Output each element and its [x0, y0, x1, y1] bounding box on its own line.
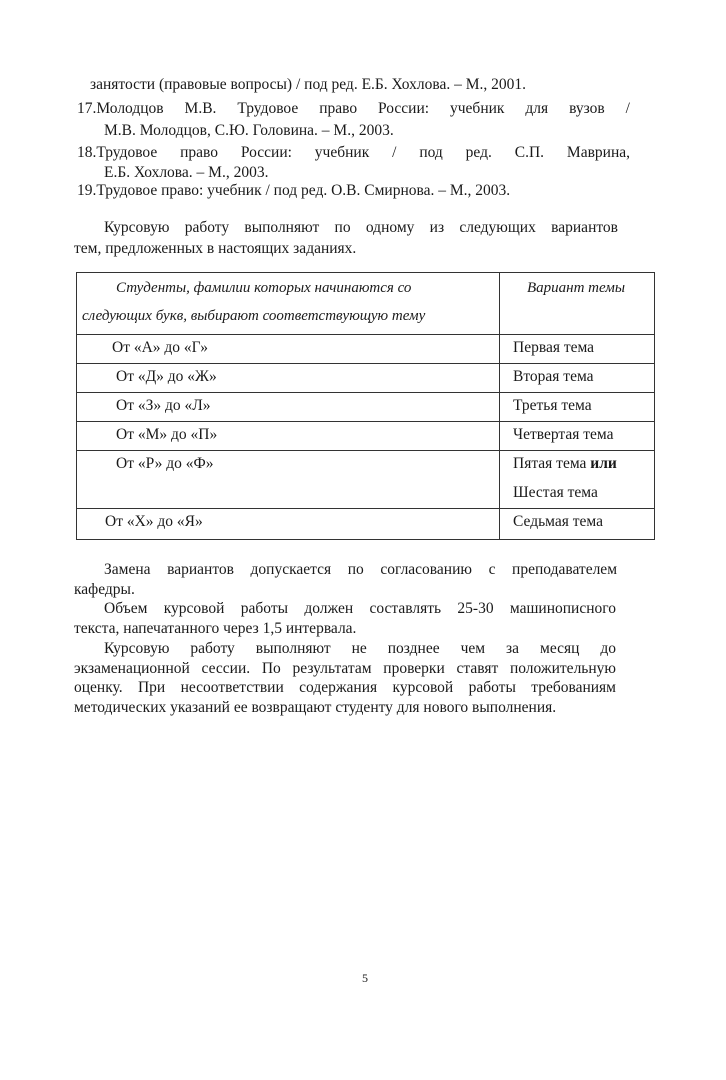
page-number: 5 [362, 971, 368, 985]
table-cell-topic: Четвертая тема [513, 426, 614, 443]
table-column-divider [499, 272, 500, 540]
bibliography-item-19: 19.Трудовое право: учебник / под ред. О.В. Смирнова. – М., 2003. [77, 182, 511, 199]
table-cell-topic-conjunction: или [590, 455, 617, 472]
table-border-bottom [76, 539, 655, 540]
bibliography-item-16-continuation: занятости (правовые вопросы) / под ред. Е.Б. Хохлова. – М., 2001. [90, 76, 527, 93]
table-header-letters-continuation: следующих букв, выбирают соответствующую тему [82, 308, 426, 324]
table-cell-letters: От «Х» до «Я» [105, 513, 203, 530]
table-row-divider [76, 450, 655, 451]
intro-paragraph-line: Курсовую работу выполняют по одному из следующих вариантов [104, 219, 618, 236]
table-row-divider [76, 392, 655, 393]
table-row-divider [76, 421, 655, 422]
bibliography-item-17: 17.Молодцов М.В. Трудовое право России: учебник для вузов / [77, 100, 630, 117]
table-cell-topic: Шестая тема [513, 484, 598, 501]
table-header-letters: Студенты, фамилии которых начинаются со [116, 280, 412, 296]
paragraph-line: методических указаний ее возвращают студенту для нового выполнения. [74, 699, 557, 716]
paragraph-line: Замена вариантов допускается по согласованию с преподавателем [104, 561, 617, 578]
table-cell-letters: От «А» до «Г» [112, 339, 208, 356]
table-cell-topic: Третья тема [513, 397, 592, 414]
paragraph-line: оценку. При несоответствии содержания курсовой работы требованиям [74, 679, 616, 696]
table-cell-letters: От «З» до «Л» [116, 397, 211, 414]
table-cell-topic: Вторая тема [513, 368, 594, 385]
table-border-top [76, 272, 655, 273]
bibliography-item-18: 18.Трудовое право России: учебник / под ред. С.П. Маврина, [77, 144, 630, 161]
paragraph-line: экзаменационной сессии. По результатам проверки ставят положительную [74, 660, 616, 677]
table-border-right [654, 272, 655, 540]
table-cell-topic: Седьмая тема [513, 513, 603, 530]
table-cell-letters: От «М» до «П» [116, 426, 218, 443]
table-header-divider [76, 334, 655, 335]
paragraph-line: текста, напечатанного через 1,5 интервала. [74, 620, 357, 637]
table-cell-letters: От «Р» до «Ф» [116, 455, 214, 472]
table-cell-letters: От «Д» до «Ж» [116, 368, 217, 385]
paragraph-line: Объем курсовой работы должен составлять 25-30 машинописного [104, 600, 616, 617]
table-row-divider [76, 363, 655, 364]
table-row-divider [76, 508, 655, 509]
table-header-topic: Вариант темы [527, 280, 626, 296]
table-cell-topic [513, 454, 617, 474]
paragraph-line: кафедры. [74, 581, 135, 598]
table-cell-topic-text: Пятая тема [513, 455, 587, 472]
table-cell-topic: Первая тема [513, 339, 595, 356]
bibliography-item-17-continuation: М.В. Молодцов, С.Ю. Головина. – М., 2003. [104, 122, 394, 139]
topic-variant-table [76, 272, 655, 540]
intro-paragraph-line: тем, предложенных в настоящих заданиях. [74, 240, 357, 257]
paragraph-line: Курсовую работу выполняют не позднее чем за месяц до [104, 640, 616, 657]
table-border-left [76, 272, 77, 540]
bibliography-item-18-continuation: Е.Б. Хохлова. – М., 2003. [104, 164, 269, 181]
